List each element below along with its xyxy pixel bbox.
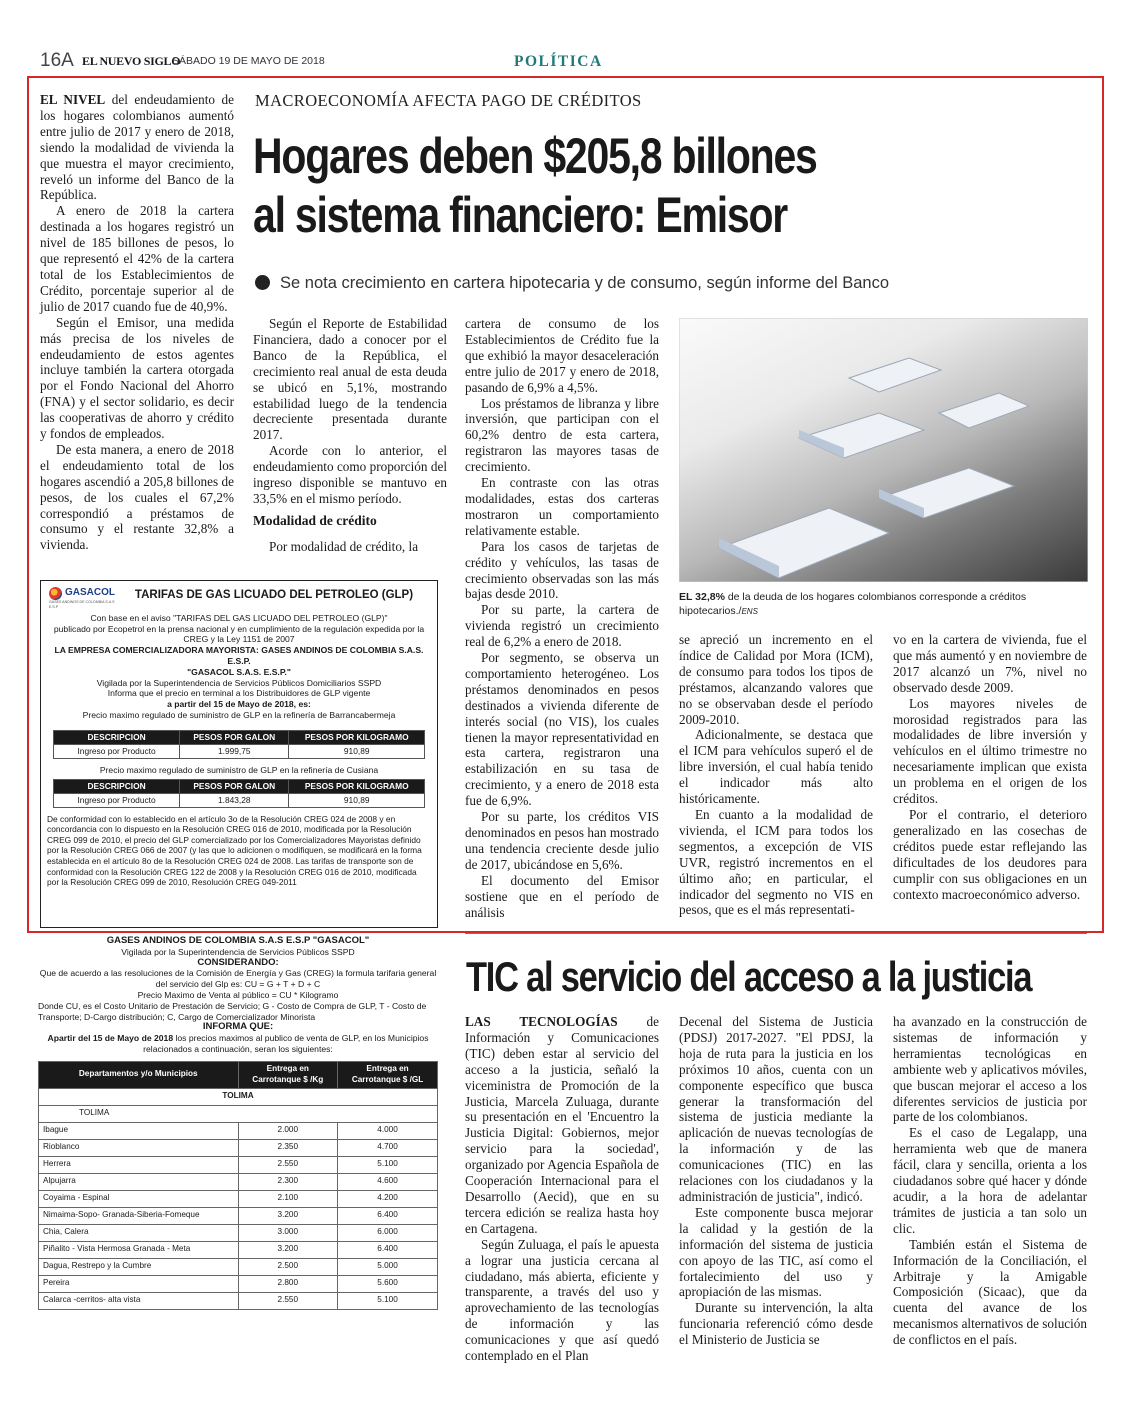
municipal-glp-price-ad: GASES ANDINOS DE COLOMBIA S.A.S E.S.P "GASACOL" Vigilada por la Superintendencia de Servicios Públicos SSPD CONSIDERANDO: Que de acuerdo a las resoluciones de la Comisión de Energía y Gas (CREG) la formula tarifaria general del servicio del Glp es: CU = G + T + D + C Precio Maximo de Venta al público = CU * Kilogramo Donde CU, es el Costo Unitario de Prestación de Servicio; G - Costo de Compra de GLP, T - Costo de Transporte; D-Cargo distribución; C, Cargo de Comercializador Minorista INFORMA QUE: Apartir del 15 de Mayo de 2018 los precios maximos al publico de venta de GLP, en los Municipios relacionados a continuación, seran los siguientes: Departamentos y/o Municipios Entrega en Carrotanque $ /Kg Entrega en Carrotanque $ /GL TOLIMA TOLIMA Ibague 2.000 4.000 Rioblanco 2.350 4.700 Herrera 2.550 5.100 Alpujarra 2.300 4.600 Coyaima - Espinal 2.100 4.200 Nimaima-Sopo- Granada-Siberia-Fomeque 3.200 6.400 Chia, Calera 3.000 6.000 Piñalito - Vista Hermosa Granada - Meta 3.200 6.400 Dagua, Restrepo y la Cumbre 2.500 5.000 Pereira 2.800 5.600 Calarca -cerritos- alta vista 2.550 5.100 xyxy=(34,934,442,1350)
money-stacks-photo xyxy=(679,318,1088,582)
table-cell-gl: 5.100 xyxy=(338,1156,438,1173)
page-number: 16A xyxy=(40,50,74,71)
paragraph: Es el caso de Legalapp, una herramienta web que de manera fácil, clara y sencilla, orienta a los ciudadanos sobre qué hacer y dónde acudir, a la hora de adelantar trámites de justicia a tan solo un clic. xyxy=(893,1125,1087,1236)
paragraph: El documento del Emisor sostiene que en el período de análisis xyxy=(465,872,659,920)
table-row xyxy=(39,1224,438,1241)
table-cell-kg: 2.300 xyxy=(238,1173,338,1190)
paragraph: Por el contrario, el deterioro generalizado en las cosechas de créditos puede estar reflejando las dificultades de los deudores para cumplir con sus obligaciones en un contexto macroeconómico adverso. xyxy=(893,806,1087,902)
paragraph: También están el Sistema de Información de la Conciliación, el Arbitraje y la Amigable Composición (Sicaac), que da cuenta del avance de los mecanismos alternativos de solución de conflictos en el país. xyxy=(893,1236,1087,1348)
table-cell-gl: 4.600 xyxy=(338,1173,438,1190)
article-subhead xyxy=(255,274,889,293)
ad-title: TARIFAS DE GAS LICUADO DEL PETROLEO (GLP) xyxy=(134,589,414,601)
article2-column-3 xyxy=(893,1014,1087,1348)
table-row xyxy=(39,1139,438,1156)
table-cell-gl: 6.400 xyxy=(338,1241,438,1258)
newspaper-name: EL NUEVO SIGLO xyxy=(82,54,181,68)
banknote-bundles-image xyxy=(679,318,1088,582)
section-divider xyxy=(465,933,1087,934)
headline-line-2: al sistema financiero: Emisor xyxy=(253,187,787,243)
paragraph: Los mayores niveles de morosidad registrados para las modalidades de libre inversión y vehículos en el último trimestre no necesariamente implican que exista un problema en el origen de los créditos. xyxy=(893,695,1087,807)
table-row xyxy=(39,1173,438,1190)
table-row xyxy=(39,1292,438,1309)
paragraph: LAS TECNOLOGÍAS de Información y Comunicaciones (TIC) deben estar al servicio del acceso a la justicia, señaló la viceministra de Promoción de la Justicia, Marcela Zuluaga, durante su presentación en el 'Encuentro la Justicia Digital: Gobiernos, mejor servicio para la sociedad', organizado por Agencia Española de Cooperación Internacional para el Desarrollo (Aecid), que en su tercera edición se realiza hasta hoy en Cartagena. xyxy=(465,1014,659,1236)
paragraph: En contraste con las otras modalidades, estas dos carteras mostraron un comportamiento relativamente estable. xyxy=(465,475,659,538)
table-cell-gl: 5.600 xyxy=(338,1275,438,1292)
article-column-2 xyxy=(253,316,447,555)
paragraph: En cuanto a la modalidad de vivienda, el ICM para todos los segmentos, a excepción de VIS UVR, registró incrementos en el último año; en particular, el indicador del segmento no VIS en pesos, que es el más representati- xyxy=(679,806,873,918)
table-cell-kg: 2.100 xyxy=(238,1190,338,1207)
paragraph: se apreció un incremento en el índice de Calidad por Mora (ICM), de consumo para todos los tipos de préstamos, alcanzando valores que no se observaban desde el período 2009-2010. xyxy=(679,632,873,727)
page-header xyxy=(40,50,1090,74)
table-cell-mun: Herrera xyxy=(39,1156,239,1173)
table-cell-kg: 2.550 xyxy=(238,1292,338,1309)
paragraph: De esta manera, a enero de 2018 el endeudamiento total de los hogares ascendió a 205,8 billones de pesos, de los cuales el 67,2% correspondió a préstamos de consumo y el restante 32,8% a vivienda. xyxy=(40,441,234,553)
table-cell-kg: 3.200 xyxy=(238,1207,338,1224)
table-cell-gl: 5.000 xyxy=(338,1258,438,1275)
table-row xyxy=(39,1258,438,1275)
paragraph: Adicionalmente, se destaca que el ICM para vehículos superó el de libre inversión, el cual había tenido el indicador más alto históricamente. xyxy=(679,727,873,807)
table-row xyxy=(39,1275,438,1292)
table-cell-kg: 2.800 xyxy=(238,1275,338,1292)
paragraph: Por modalidad de crédito, la xyxy=(269,538,419,554)
table-cell-kg: 3.200 xyxy=(238,1241,338,1258)
table-cell-mun: Piñalito - Vista Hermosa Granada - Meta xyxy=(39,1241,239,1258)
table-cell-mun: Chia, Calera xyxy=(39,1224,239,1241)
headline-line-1: Hogares deben $205,8 billones xyxy=(253,128,817,184)
paragraph: Para los casos de tarjetas de crédito y vehículos, las tasas de crecimiento observadas son las más bajas desde 2010. xyxy=(465,538,659,602)
table-cell-kg: 2.350 xyxy=(238,1139,338,1156)
paragraph: Los préstamos de libranza y libre inversión, que participan con el 60,2% dentro de esta cartera, registraron las mayores tasas de crecimiento. xyxy=(465,395,659,475)
article-column-4 xyxy=(679,632,873,918)
paragraph: vo en la cartera de vivienda, fue el que más aumentó y en noviembre de 2017 alcanzó un 7%, nivel no observado desde 2009. xyxy=(893,632,1087,695)
table-row xyxy=(39,1207,438,1224)
photo-caption: EL 32,8% de la deuda de los hogares colombianos corresponde a créditos hipotecarios./ENS xyxy=(679,591,1027,617)
table-cell-gl: 4.000 xyxy=(338,1122,438,1139)
table-cell-mun: Nimaima-Sopo- Granada-Siberia-Fomeque xyxy=(39,1207,239,1224)
table-cell-gl: 4.200 xyxy=(338,1190,438,1207)
paragraph: Este componente busca mejorar la calidad y la gestión de la información del sistema de justicia con apoyo de las TIC, así como el fortalecimiento del uso y apropiación de las mismas. xyxy=(679,1204,873,1300)
section-name: POLÍTICA xyxy=(514,53,603,70)
table-cell-gl: 5.100 xyxy=(338,1292,438,1309)
article-column-1 xyxy=(40,92,234,553)
article-column-3 xyxy=(465,316,659,920)
section-subheading: Modalidad de crédito xyxy=(253,512,377,528)
table-cell-mun: Dagua, Restrepo y la Cumbre xyxy=(39,1258,239,1275)
table-cell-kg: 3.000 xyxy=(238,1224,338,1241)
ad-logo: GASACOL GASES ANDINOS DE COLOMBIA S.A.S E.S.P xyxy=(49,587,115,609)
table-cell-gl: 6.400 xyxy=(338,1207,438,1224)
table-cell-mun: Pereira xyxy=(39,1275,239,1292)
issue-date: SÁBADO 19 DE MAYO DE 2018 xyxy=(172,55,325,67)
paragraph: Según el Reporte de Estabilidad Financiera, dado a conocer por el Banco de la República, el crecimiento real anual de esta deuda se ubicó en 5,1%, mostrando estabilidad luego de la tendencia decreciente presentada durante 2017. xyxy=(253,316,447,443)
barrancabermeja-price-table: DESCRIPCION PESOS POR GALON PESOS POR KILOGRAMO Ingreso por Producto 1.999,75 910,89 xyxy=(53,730,425,759)
table-cell-kg: 2.550 xyxy=(238,1156,338,1173)
table-cell-gl: 6.000 xyxy=(338,1224,438,1241)
ad-legal-footer: De conformidad con lo establecido en el artículo 3o de la Resolución CREG 024 de 2008 y en concordancia con lo dispuesto en la Resolución CREG 016 de 2010, modificada por la Resolución CREG 099 de 2010, el precio del GLP comercializado por los Comercializadores Mayoristas definido por la Resolución CREG 066 de 2007 (y las que lo adicionen o modifiquen, se modificará en la forma establecida en el artículo 8o de la Resolución CREG 024 de 2008. Las tarifas de transporte son de conformidad con la Resolución CREG 122 de 2008 y la Resolución CREG 016 de 2010, modificada por la Resolución CREG 099 de 2010, Resolución CREG 049-2011 xyxy=(47,813,422,888)
table-cell-mun: Alpujarra xyxy=(39,1173,239,1190)
paragraph: A enero de 2018 la cartera destinada a los hogares registró un nivel de 185 billones de pesos, lo que representó el 42% de la cartera total de los Establecimientos de Crédito, porcentaje superior al de julio de 2017 cuando fue de 40,9%. xyxy=(40,203,234,314)
table-row xyxy=(39,1190,438,1207)
paragraph: ha avanzado en la construcción de sistemas de información y herramientas tecnológicas en ambiente web y aplicativos móviles, que buscan mejorar el acceso a los diferentes servicios de justicia por parte de los colombianos. xyxy=(893,1014,1087,1125)
subhead-text: Se nota crecimiento en cartera hipotecaria y de consumo, según informe del Banco xyxy=(280,274,890,292)
table-cell-mun: Rioblanco xyxy=(39,1139,239,1156)
table-cell-kg: 2.000 xyxy=(238,1122,338,1139)
table-cell-kg: 2.500 xyxy=(238,1258,338,1275)
paragraph: Por segmento, se observa un comportamiento heterogéneo. Los préstamos denominados en pesos destinados a vivienda diferente de interés social (no VIS), los cuales tienen la mayor representatividad en esta cartera, registraron una estabilización en su tasa de crecimiento, y a enero de 2018 esta fue de 6,9%. xyxy=(465,650,659,809)
table-cell-gl: 4.700 xyxy=(338,1139,438,1156)
paragraph: Acorde con lo anterior, el endeudamiento como proporción del ingreso disponible se mantuvo en 33,5% en el mismo período. xyxy=(253,443,447,506)
cusiana-price-table: DESCRIPCION PESOS POR GALON PESOS POR KILOGRAMO Ingreso por Producto 1.843,28 910,89 xyxy=(53,779,425,808)
bullet-icon xyxy=(255,275,270,290)
paragraph: cartera de consumo de los Establecimientos de Crédito fue la que exhibió la mayor desaceleración entre julio de 2017 y enero de 2018, pasando de 6,9% a 4,5%. xyxy=(465,316,659,395)
paragraph: Según Zuluaga, el país le apuesta a lograr una justicia cercana al ciudadano, más abierta, eficiente y transparente, a través del uso y aprovechamiento de las tecnologías de información y las comunicaciones y que así quedó contemplado en el Plan xyxy=(465,1236,659,1364)
table-cell-mun: Ibague xyxy=(39,1122,239,1139)
table-row xyxy=(39,1241,438,1258)
glp-tariff-ad: GASACOL GASES ANDINOS DE COLOMBIA S.A.S E.S.P TARIFAS DE GAS LICUADO DEL PETROLEO (GLP) Con base en el aviso "TARIFAS DEL GAS LICUADO DEL PETROLEO (GLP)" publicado por Ecopetrol en la prensa nacional y en cumplimiento de la regulación expedida por la CREG y la Ley 1151 de 2007 LA EMPRESA COMERCIALIZADORA MAYORISTA: GASES ANDINOS DE COLOMBIA S.A.S. E.S.P. "GASACOL S.A.S. E.S.P." Vigilada por la Superintendencia de Servicios Públicos Domiciliarios SSPD Informa que el precio en terminal a los Distribuidores de GLP vigente a partir del 15 de Mayo de 2018, es: Precio maximo regulado de suministro de GLP en la refinería de Barrancabermeja DESCRIPCION PESOS POR GALON PESOS POR KILOGRAMO Ingreso por Producto 1.999,75 910,89 Precio maximo regulado de suministro de GLP en la refinería de Cusiana DESCRIPCION PESOS POR GALON PESOS POR KILOGRAMO Ingreso por Producto 1.843,28 910,89 De conformidad con lo establecido en el artículo 3o de la Resolución CREG 024 de 2008 y en concordancia con lo dispuesto en la Resolución CREG 016 de 2010, modificada por la Resolución CREG 099 de 2010, el precio del GLP comercializado por los Comercializadores Mayoristas definido por la Resolución CREG 066 de 2007 (y las que lo adicionen o modifiquen, se modificará en la forma establecida en el artículo 8o de la Resolución CREG 024 de 2008. Las tarifas de transporte son de conformidad con la Resolución CREG 122 de 2008 y la Resolución CREG 016 de 2010, modificada por la Resolución CREG 099 de 2010, Resolución CREG 049-2011 xyxy=(40,580,438,928)
table-row xyxy=(39,1122,438,1139)
paragraph: Decenal del Sistema de Justicia (PDSJ) 2017-2027. "El PDSJ, la hoja de ruta para la justicia en los próximos 10 años, cuenta con un componente específico que busca generar la transformación del sistema de justicia mediante la aplicación de nuevas tecnologías de la información y de las comunicaciones (TIC) en las relaciones con los ciudadanos y la administración de justicia", indicó. xyxy=(679,1014,873,1204)
article-column-5 xyxy=(893,632,1087,902)
article2-column-1 xyxy=(465,1014,659,1364)
article2-headline: TIC al servicio del acceso a la justicia xyxy=(466,953,1032,1000)
paragraph: Durante su intervención, la alta funcionaria referenció cómo desde el Ministerio de Justicia se xyxy=(679,1300,873,1348)
municipal-price-table: Departamentos y/o Municipios Entrega en Carrotanque $ /Kg Entrega en Carrotanque $ /GL TOLIMA TOLIMA Ibague 2.000 4.000 Rioblanco 2.350 4.700 Herrera 2.550 5.100 Alpujarra 2.300 4.600 Coyaima - Espinal 2.100 4.200 Nimaima-Sopo- Granada-Siberia-Fomeque 3.200 6.400 Chia, Calera 3.000 6.000 Piñalito - Vista Hermosa Granada - Meta 3.200 6.400 Dagua, Restrepo y la Cumbre 2.500 5.000 Pereira 2.800 5.600 Calarca -cerritos- alta vista 2.550 5.100 xyxy=(38,1061,438,1310)
table-row xyxy=(39,1156,438,1173)
article2-column-2 xyxy=(679,1014,873,1348)
gasacol-logo-icon xyxy=(49,587,62,600)
article-headline xyxy=(253,128,817,243)
paragraph: Según el Emisor, una medida más precisa de los niveles de endeudamiento de estos agentes incluye también la cartera otorgada por el Fondo Nacional del Ahorro (FNA) y el sector solidario, es decir las cooperativas de ahorro y crédito y fondos de empleados. xyxy=(40,314,234,442)
paragraph: EL NIVEL del endeudamiento de los hogares colombianos aumentó entre julio de 2017 y enero de 2018, siendo la modalidad de vivienda la que muestra el mayor crecimiento, reveló un informe del Banco de la República. xyxy=(40,92,234,203)
paragraph: Por su parte, los créditos VIS denominados en pesos han mostrado una tendencia creciente desde julio de 2017, ubicándose en 5,6%. xyxy=(465,809,659,872)
table-cell-mun: Coyaima - Espinal xyxy=(39,1190,239,1207)
paragraph: Por su parte, la cartera de vivienda registró un crecimiento real de 6,2% a enero de 2018. xyxy=(465,602,659,650)
article-kicker: MACROECONOMÍA AFECTA PAGO DE CRÉDITOS xyxy=(255,91,642,110)
table-cell-mun: Calarca -cerritos- alta vista xyxy=(39,1292,239,1309)
